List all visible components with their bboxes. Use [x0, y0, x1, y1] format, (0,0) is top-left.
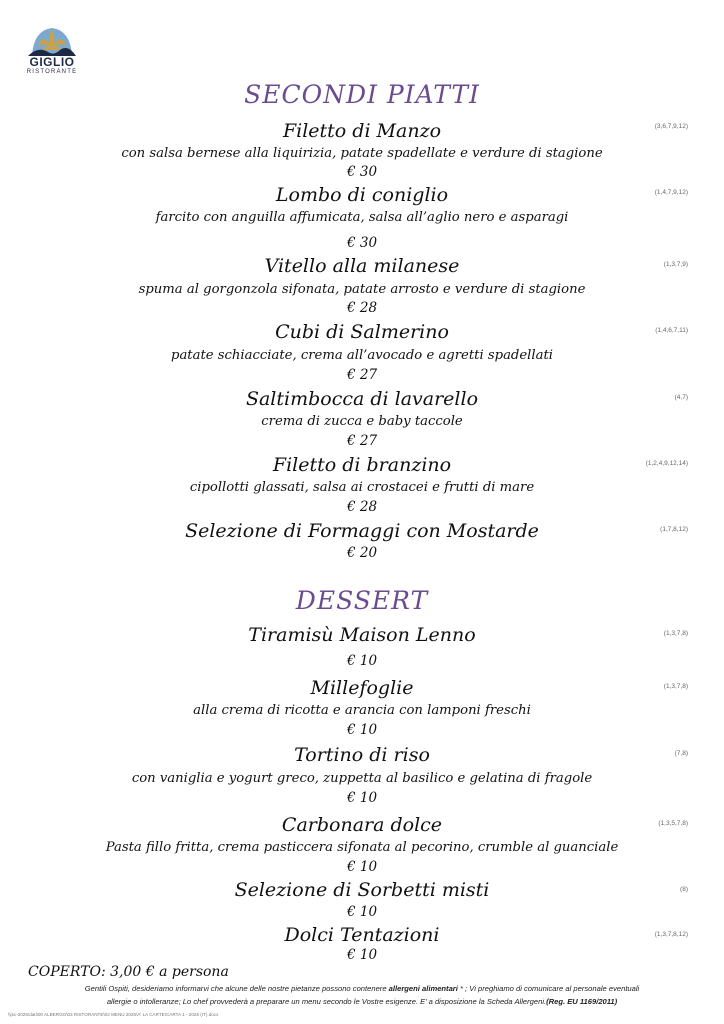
dish-name: Cubi di Salmerino: [275, 321, 449, 343]
dish-price: € 20: [346, 545, 378, 561]
allergen-codes: (1,7,8,12): [660, 526, 688, 533]
dish-price: € 10: [346, 904, 378, 920]
dish-name: Tiramisù Maison Lenno: [248, 624, 476, 646]
allergen-codes: (1,3,7,8): [663, 630, 688, 637]
dish-price: € 10: [346, 947, 378, 963]
dish-price: € 28: [346, 300, 378, 316]
dish-name: Selezione di Sorbetti misti: [234, 879, 490, 901]
allergen-codes: (1,4,7,9,12): [654, 189, 688, 196]
allergen-codes: (1,3,5,7,8): [658, 820, 688, 827]
dish-description: con vaniglia e yogurt greco, zuppetta al basilico e gelatina di fragole: [131, 771, 593, 786]
section-title-secondi: SECONDI PIATTI: [244, 80, 480, 109]
dish-name: Millefoglie: [310, 677, 414, 699]
dish-price: € 10: [346, 859, 378, 875]
dish-description: spuma al gorgonzola sifonata, patate arrosto e verdure di stagione: [138, 282, 586, 297]
dish-description: con salsa bernese alla liquirizia, patate spadellate e verdure di stagione: [121, 146, 603, 161]
dish-price: € 10: [346, 722, 378, 738]
document-file-path: \\jsc-2025\dati\00 ALBERGO\03 RISTORANTE\02 MENU 2026\A' LA CARTE\CARTA 1 - 2026 (IT).docx: [8, 1012, 219, 1017]
allergen-codes: (1,2,4,9,12,14): [645, 460, 688, 467]
allergen-notice-text: * ; Vi preghiamo di comunicare al personale eventuali: [457, 984, 640, 993]
dish-name: Filetto di Manzo: [282, 120, 442, 142]
dish-name: Tortino di riso: [294, 744, 430, 766]
dish-price: € 28: [346, 499, 378, 515]
dish-name: Filetto di branzino: [272, 454, 452, 476]
allergen-codes: (3,6,7,9,12): [654, 123, 688, 130]
allergen-notice-text: allergie o intolleranze; Lo chef provvederà a preparare un menu secondo le Vostre esigenze. E’ a disposizione la Scheda Allergeni.: [106, 997, 547, 1006]
allergen-notice-text: Gentili Ospiti, desideriamo informarvi che alcune delle nostre pietanze possono contenere: [84, 984, 389, 993]
dish-price: € 27: [346, 433, 378, 449]
dish-description: farcito con anguilla affumicata, salsa all’aglio nero e asparagi: [155, 210, 569, 225]
allergen-codes: (1,3,7,8,12): [654, 931, 688, 938]
dish-description: alla crema di ricotta e arancia con lamponi freschi: [193, 703, 531, 718]
logo-name: GIGLIO: [29, 55, 75, 69]
allergen-codes: (1,4,6,7,11): [655, 327, 688, 334]
dish-name: Dolci Tentazioni: [284, 924, 440, 946]
dish-description: Pasta fillo fritta, crema pasticcera sifonata al pecorino, crumble al guanciale: [105, 840, 619, 855]
dish-name: Selezione di Formaggi con Mostarde: [185, 520, 539, 542]
dish-price: € 27: [346, 367, 378, 383]
allergen-codes: (8): [680, 886, 688, 893]
dish-price: € 30: [346, 235, 378, 251]
dish-price: € 10: [346, 790, 378, 806]
regulation-reference: (Reg. EU 1169/2011): [546, 997, 618, 1006]
lily-emblem-icon: [24, 22, 80, 58]
allergen-notice-line-1: [30, 983, 694, 994]
dish-description: patate schiacciate, crema all’avocado e agretti spadellati: [171, 348, 553, 363]
dish-name: Carbonara dolce: [281, 814, 443, 836]
section-title-dessert: DESSERT: [295, 586, 429, 615]
allergen-codes: (1,3,7,9): [663, 261, 688, 268]
dish-price: € 30: [346, 164, 378, 180]
allergen-codes: (1,3,7,8): [663, 683, 688, 690]
allergen-notice-emphasis: allergeni alimentari: [388, 984, 458, 993]
dish-price: € 10: [346, 653, 378, 669]
giglio-logo: [24, 22, 80, 86]
dish-description: crema di zucca e baby taccole: [261, 414, 463, 429]
logo-subtitle: RISTORANTE: [26, 69, 78, 75]
dish-name: Lombo di coniglio: [275, 184, 449, 206]
coperto-charge: COPERTO: 3,00 € a persona: [28, 964, 229, 980]
allergen-codes: (7,8): [674, 750, 688, 757]
allergen-notice-line-2: [30, 996, 694, 1007]
dish-description: cipollotti glassati, salsa ai crostacei e frutti di mare: [189, 480, 535, 495]
allergen-codes: (4,7): [674, 394, 688, 401]
dish-name: Saltimbocca di lavarello: [245, 388, 479, 410]
dish-name: Vitello alla milanese: [264, 255, 460, 277]
